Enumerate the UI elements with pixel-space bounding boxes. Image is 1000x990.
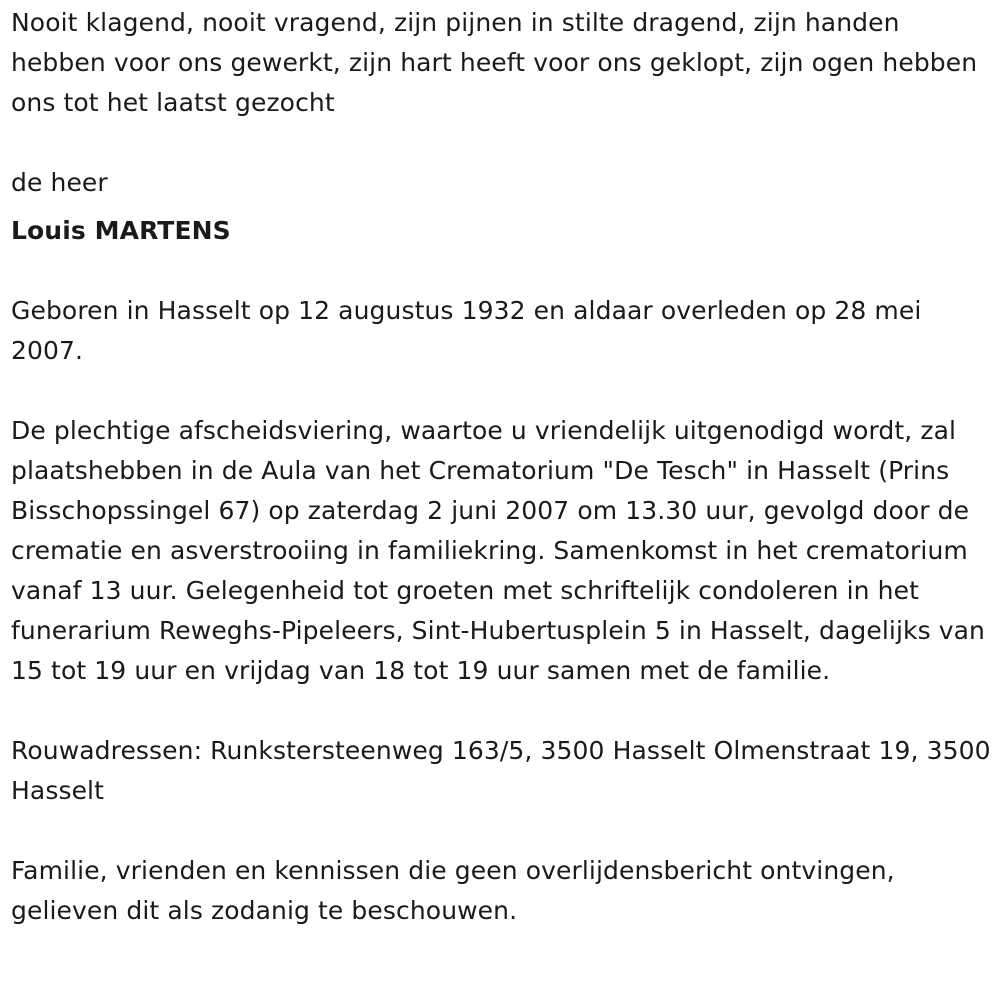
spacer xyxy=(11,371,991,411)
epitaph-paragraph: Nooit klagend, nooit vragend, zijn pijnen in stilte dragend, zijn handen hebben voor ons gewerkt, zijn hart heeft voor ons geklopt, zijn ogen hebben ons tot het laatst gezocht xyxy=(11,8,978,117)
ceremony-paragraph: De plechtige afscheidsviering, waartoe u vriendelijk uitgenodigd wordt, zal plaatshebben in de Aula van het Crematorium "De Tesch" in Hasselt (Prins Bisschopssingel 67) op zaterdag 2 juni 2007 om 13.30 uur, gevolgd door de crematie en asverstrooiing in familiekring. Samenkomst in het crematorium vanaf 13 uur. Gelegenheid tot groeten met schriftelijk condoleren in het funerarium Reweghs-Pipeleers, Sint-Hubertusplein 5 in Hasselt, dagelijks van 15 tot 19 uur en vrijdag van 18 tot 19 uur samen met de familie. xyxy=(11,416,986,685)
obituary-notice xyxy=(11,3,991,931)
salutation-text: de heer xyxy=(11,168,108,197)
spacer xyxy=(11,811,991,851)
birth-death-paragraph: Geboren in Hasselt op 12 augustus 1932 en aldaar overleden op 28 mei 2007. xyxy=(11,296,922,365)
addresses-paragraph: Rouwadressen: Runkstersteenweg 163/5, 3500 Hasselt Olmenstraat 19, 3500 Hasselt xyxy=(11,736,991,805)
closing-paragraph: Familie, vrienden en kennissen die geen overlijdensbericht ontvingen, gelieven dit als zodanig te beschouwen. xyxy=(11,856,895,925)
spacer xyxy=(11,691,991,731)
spacer xyxy=(11,123,991,163)
deceased-name: Louis MARTENS xyxy=(11,216,231,245)
spacer xyxy=(11,251,991,291)
